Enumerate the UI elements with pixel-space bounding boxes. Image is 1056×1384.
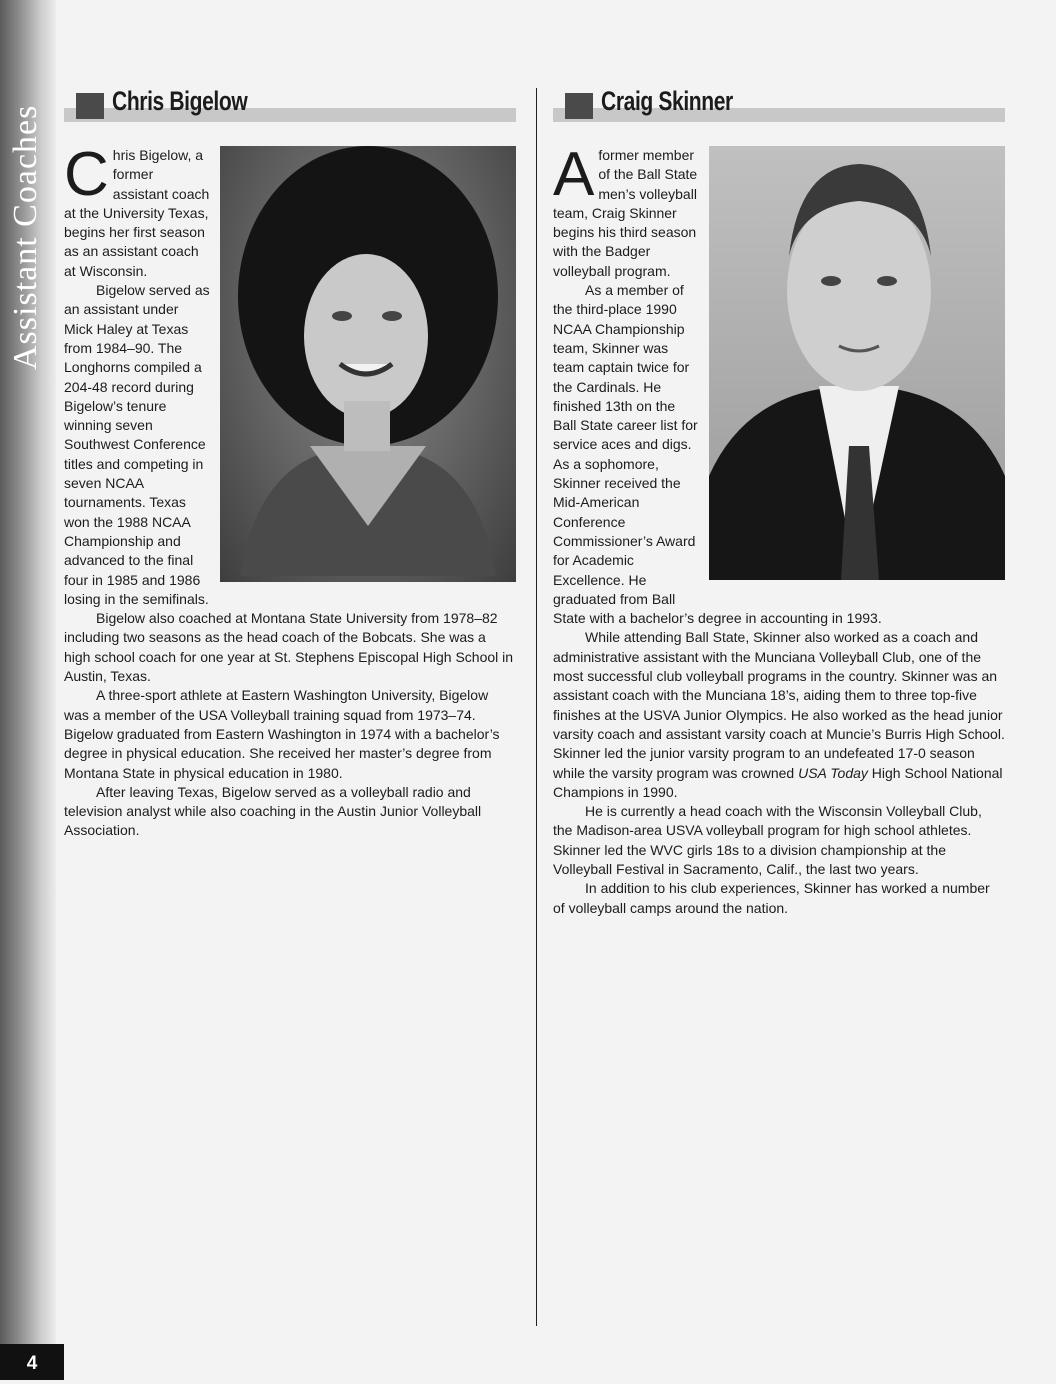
coach-name: Craig Skinner [601,86,733,116]
header-square-icon [76,93,104,119]
paragraph: Bigelow served as an assistant under Mick Haley at Texas from 1984–90. The Longhorns compiled a 204-48 record during Bigelow’s tenure winning seven Southwest Conference titles and competing in seven NCAA tournaments. Texas won the 1988 NCAA Championship and advanced to the final four in 1985 and 1986 losing in the semifinals. [64,282,210,607]
paragraph-text: High School National Champions in 1990. [553,764,1003,800]
bio-chris-bigelow [64,88,516,841]
sidebar [0,0,56,1380]
section-label: Assistant Coaches [7,104,44,370]
paragraph: Bigelow also coached at Montana State University from 1978–82 including two seasons as the head coach of the Bobcats. She was a high school coach for one year at St. Stephens Episcopal High School in Austin, Texas. [64,610,514,685]
paragraph: A three-sport athlete at Eastern Washington University, Bigelow was a member of the USA Volleyball training squad from 1973–74. Bigelow graduated from Eastern Washington in 1974 with a bachelor’s degree in physical education. She received her master’s degree from Montana State in physical education in 1980. [64,687,500,781]
bio-text [64,140,516,841]
page-number: 4 [0,1344,64,1380]
bio-text [553,140,1005,918]
coach-name: Chris Bigelow [112,86,248,116]
portrait-photo [220,146,516,582]
drop-cap: A [553,140,595,209]
drop-cap: C [64,140,109,209]
paragraph: As a member of the third-place 1990 NCAA Championship team, Skinner was team captain twice for the Cardinals. He finished 13th on the Ball State career list for service aces and digs. As a sophomore, Skinner received the Mid-American Conference Commissioner’s Award for Academic Excellence. He graduated from Ball State with a bachelor’s degree in accounting in 1993. [553,282,882,627]
paragraph [553,628,1005,802]
header-square-icon [565,93,593,119]
paragraph: former member of the Ball State men’s volleyball team, Craig Skinner begins his third season with the Badger volleyball program. [553,147,698,279]
paragraph: In addition to his club experiences, Skinner has worked a number of volleyball camps around the nation. [553,880,990,916]
name-header [553,88,1005,122]
paragraph: He is currently a head coach with the Wisconsin Volleyball Club, the Madison-area USVA volleyball program for high school athletes. Skinner led the WVC girls 18s to a division championship at the Volleyball Festival in Sacramento, Calif., the last two years. [553,803,982,877]
paragraph: hris Bigelow, a former assistant coach at the University Texas, begins her first season as an assistant coach at Wisconsin. [64,147,210,279]
portrait-illustration [709,146,1005,580]
name-header [64,88,516,122]
portrait-illustration [220,146,516,582]
paragraph: After leaving Texas, Bigelow served as a volleyball radio and television analyst while also coaching in the Austin Junior Volleyball Association. [64,783,482,839]
portrait-photo [709,146,1005,580]
publication-title: USA Today [798,764,868,781]
column-divider [536,88,537,1326]
bio-craig-skinner [553,88,1005,918]
paragraph-text: While attending Ball State, Skinner also worked as a coach and administrative assistant with the Munciana Volleyball Club, one of the most successful club volleyball programs in the country. Skinner was an assistant coach with the Munciana 18’s, aiding them to three top-five finishes at the USVA Junior Olympics. He also worked as the head junior varsity coach and assistant varsity coach at Muncie’s Burris High School. Skinner led the junior varsity program to an undefeated 17-0 season while the varsity program was crowned [553,629,1005,781]
